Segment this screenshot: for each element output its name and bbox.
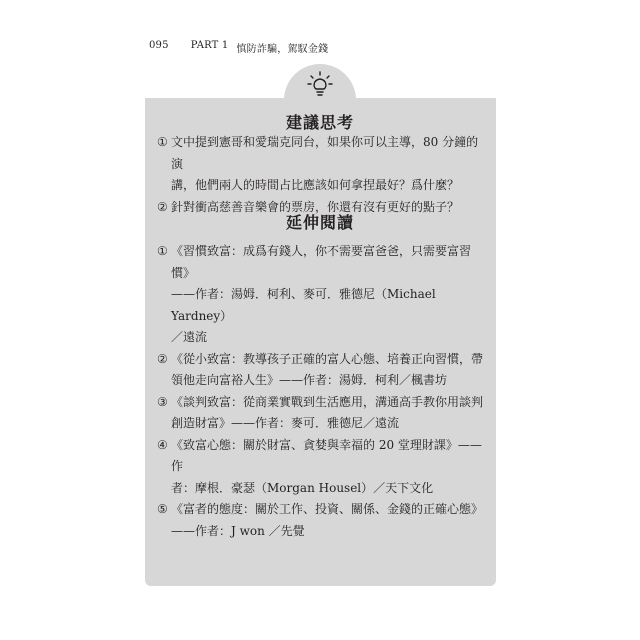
lightbulb-icon bbox=[305, 70, 335, 100]
item-number: ① bbox=[157, 135, 168, 149]
list-item bbox=[157, 349, 487, 392]
item-line: 《談判致富：從商業實戰到生活應用，溝通高手教你用談判 bbox=[171, 394, 484, 409]
item-line: 者：摩根．豪瑟（Morgan Housel）／天下文化 bbox=[171, 480, 434, 495]
item-number: ① bbox=[157, 244, 168, 258]
item-number: ③ bbox=[157, 394, 168, 409]
reading-list bbox=[157, 241, 487, 542]
item-line: ——作者：湯姆．柯利、麥可．雅德尼（Michael Yardney） bbox=[171, 287, 436, 323]
item-text bbox=[171, 349, 487, 392]
item-line: 創造財富》——作者：麥可．雅德尼／遠流 bbox=[171, 416, 400, 430]
item-number: ② bbox=[157, 199, 168, 214]
list-item bbox=[157, 132, 487, 197]
item-line: 《致富心態：關於財富、貪婪與幸福的 20 堂理財課》——作 bbox=[171, 437, 482, 473]
page-number: 095 bbox=[149, 40, 169, 51]
part-label: PART 1 bbox=[190, 40, 229, 51]
suggestions-list bbox=[157, 132, 487, 218]
item-text bbox=[171, 132, 487, 197]
item-line: ——作者：J won ／先覺 bbox=[171, 523, 305, 538]
item-line: ／遠流 bbox=[171, 330, 208, 344]
item-line: 針對衝高慈善音樂會的票房，你還有沒有更好的點子？ bbox=[171, 199, 460, 214]
item-line: 領他走向富裕人生》——作者：湯姆．柯利／楓書坊 bbox=[171, 373, 448, 387]
item-line: 文中提到憲哥和愛瑞克同台，如果你可以主導，80 分鐘的演 bbox=[171, 135, 479, 171]
list-item bbox=[157, 499, 487, 542]
suggestions-title: 建議思考 bbox=[285, 113, 354, 132]
item-text bbox=[171, 392, 487, 435]
item-line: 《從小致富：教導孩子正確的富人心態、培養正向習慣，帶 bbox=[171, 351, 484, 366]
list-item bbox=[157, 241, 487, 349]
item-number: ⑤ bbox=[157, 502, 168, 516]
item-text bbox=[171, 499, 487, 542]
item-text bbox=[171, 241, 487, 349]
item-line: 講，他們兩人的時間占比應該如何拿捏最好？爲什麼？ bbox=[171, 178, 460, 192]
item-text bbox=[171, 435, 487, 500]
list-item bbox=[157, 435, 487, 500]
page-header bbox=[149, 40, 328, 55]
chapter-heading bbox=[191, 40, 329, 55]
item-number: ④ bbox=[157, 437, 168, 452]
item-line: 《富者的態度：關於工作、投資、關係、金錢的正確心態》 bbox=[171, 502, 484, 516]
chapter-title: 慎防詐騙，駕馭金錢 bbox=[236, 44, 329, 55]
item-line: 《習慣致富：成爲有錢人，你不需要富爸爸，只需要富習慣》 bbox=[171, 244, 472, 280]
list-item bbox=[157, 392, 487, 435]
item-number: ② bbox=[157, 351, 168, 366]
reading-title: 延伸閱讀 bbox=[285, 213, 354, 232]
